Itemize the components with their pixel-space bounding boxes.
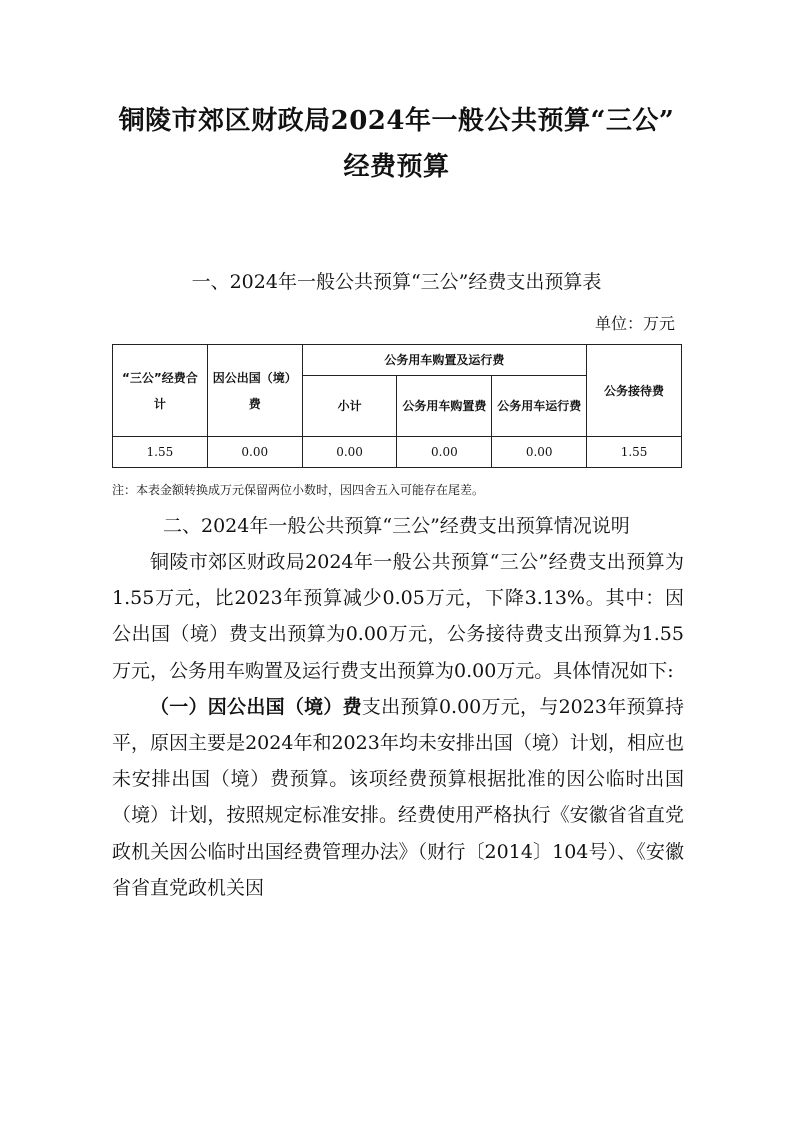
section1-heading: 一、2024年一般公共预算“三公”经费支出预算表 — [191, 271, 602, 293]
value-vehicle-purchase: 0.00 — [397, 437, 492, 468]
value-overseas: 0.00 — [207, 437, 302, 468]
title-line-2: 经费预算 — [343, 152, 450, 182]
paragraph-2 — [112, 689, 684, 906]
table-note: 注：本表金额转换成万元保留两位小数时，因四舍五入可能存在尾差。 — [112, 483, 485, 497]
title-line-1: 铜陵市郊区财政局2024年一般公共预算“三公” — [118, 106, 675, 136]
table-row — [113, 437, 682, 468]
paragraph-1: 铜陵市郊区财政局2024年一般公共预算“三公”经费支出预算为1.55万元，比2023年预算减少0.05万元，下降3.13%。其中：因公出国（境）费支出预算为0.00万元，公务接待费支出预算为1.55万元，公务用车购置及运行费支出预算为0.00万元。具体情况如下: — [112, 551, 684, 682]
paragraph-2-lead: （一）因公出国（境）费 — [150, 695, 362, 718]
budget-table — [112, 344, 682, 468]
header-reception: 公务接待费 — [587, 345, 682, 437]
document-title — [80, 98, 713, 190]
header-vehicle-purchase: 公务用车购置费 — [397, 376, 492, 437]
header-subtotal: 小计 — [302, 376, 397, 437]
header-vehicle-group: 公务用车购置及运行费 — [302, 345, 586, 376]
section2-heading: 二、2024年一般公共预算“三公”经费支出预算情况说明 — [163, 515, 630, 537]
value-reception: 1.55 — [587, 437, 682, 468]
value-total: 1.55 — [113, 437, 208, 468]
table-header-row-1 — [113, 345, 682, 376]
unit-label: 单位：万元 — [594, 314, 675, 333]
value-subtotal: 0.00 — [302, 437, 397, 468]
body-text — [112, 544, 684, 906]
header-total: “三公”经费合计 — [113, 345, 208, 437]
header-vehicle-operation: 公务用车运行费 — [492, 376, 587, 437]
header-overseas: 因公出国（境）费 — [207, 345, 302, 437]
value-vehicle-operation: 0.00 — [492, 437, 587, 468]
paragraph-2-text: 支出预算0.00万元，与2023年预算持平，原因主要是2024年和2023年均未安排出国（境）计划，相应也未安排出国（境）费预算。该项经费预算根据批准的因公临时出国（境）计划，按照规定标准安排。经费使用严格执行《安徽省省直党政机关因公临时出国经费管理办法》（财行〔2014〕104号）、《安徽省省直党政机关因 — [112, 695, 684, 899]
